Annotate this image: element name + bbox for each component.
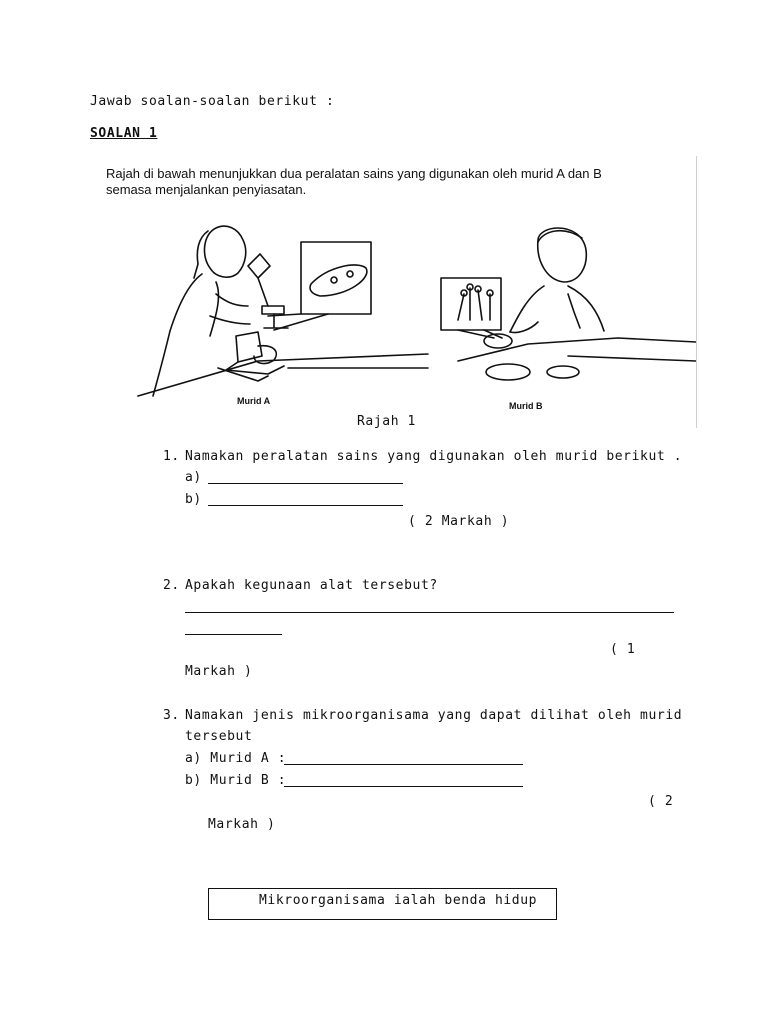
q2-marks-part1: ( 1 — [610, 642, 636, 657]
figure-rajah-1 — [98, 156, 697, 428]
q2-answer-line-1[interactable] — [185, 601, 674, 613]
q3-text-line2: tersebut — [185, 729, 253, 744]
q2-marks-part2: Markah ) — [185, 664, 253, 679]
figure-intro — [106, 166, 686, 198]
section-title: SOALAN 1 — [90, 126, 158, 141]
q3-a-label: a) Murid A : — [185, 751, 287, 766]
figure-intro-line1: Rajah di bawah menunjukkan dua peralatan sains yang digunakan oleh murid A dan B — [106, 166, 602, 181]
q3-text-line1: Namakan jenis mikroorganisama yang dapat dilihat oleh murid — [185, 708, 683, 723]
petri-dish-icon — [486, 364, 530, 380]
label-murid-a: Murid A — [237, 396, 271, 406]
label-murid-b: Murid B — [509, 401, 543, 411]
q3-number: 3. — [163, 708, 180, 723]
q2-text: Apakah kegunaan alat tersebut? — [185, 578, 438, 593]
figure-caption: Rajah 1 — [357, 414, 416, 429]
q3-marks-part2: Markah ) — [208, 817, 276, 832]
q2-answer-line-2[interactable] — [185, 623, 282, 635]
q1-a-label: a) — [185, 470, 202, 485]
q1-b-label: b) — [185, 492, 202, 507]
inset-mould-image-b — [441, 278, 501, 330]
microscope-icon — [248, 254, 270, 278]
figure-intro-line2: semasa menjalankan penyiasatan. — [106, 182, 307, 197]
q3-a-answer-line[interactable] — [284, 753, 523, 765]
q1-b-answer-line[interactable] — [208, 494, 403, 506]
q1-text: Namakan peralatan sains yang digunakan oleh murid berikut . — [185, 449, 683, 464]
q2-number: 2. — [163, 578, 180, 593]
q3-b-answer-line[interactable] — [284, 775, 523, 787]
q3-b-label: b) Murid B : — [185, 773, 287, 788]
answer-box — [208, 888, 557, 920]
girl-head — [204, 226, 245, 277]
answer-box-text: Mikroorganisama ialah benda hidup — [259, 893, 538, 908]
instruction-text: Jawab soalan-soalan berikut : — [90, 94, 335, 109]
q1-a-answer-line[interactable] — [208, 472, 403, 484]
q1-number: 1. — [163, 449, 180, 464]
q3-marks-part1: ( 2 — [648, 794, 674, 809]
q1-marks: ( 2 Markah ) — [408, 514, 510, 529]
